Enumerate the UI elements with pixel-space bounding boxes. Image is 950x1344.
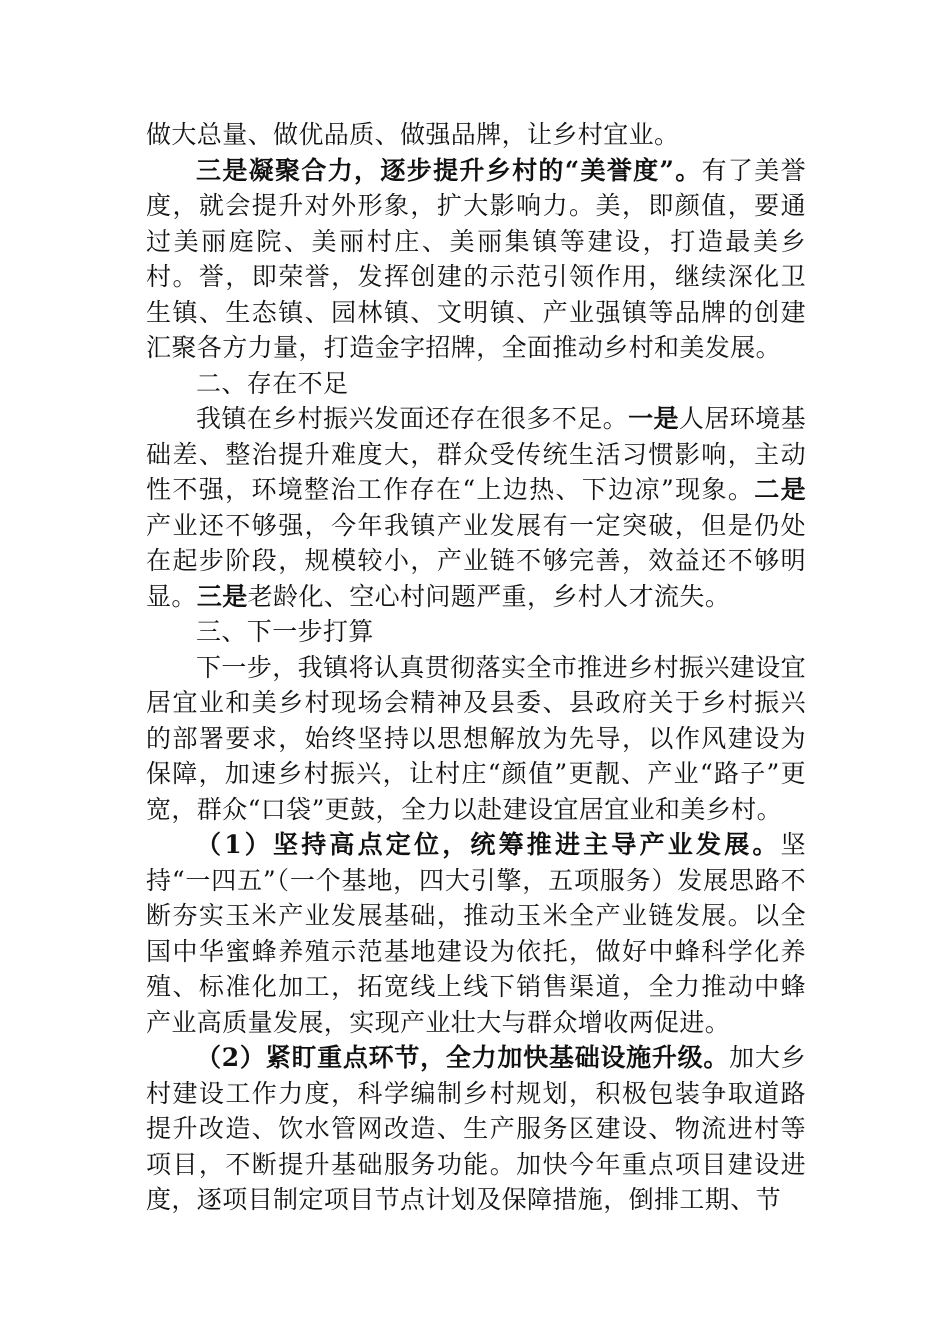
paragraph-text: 人居环境基础差、整治提升难度大，群众受传统生活习惯影响，主动性不强，环境整治工作存在“上边热、下边凉”现象。 [146, 404, 806, 504]
section-heading-shortcomings: 二、存在不足 [196, 368, 349, 398]
paragraph-continuation [146, 117, 806, 153]
section-heading-next-steps: 三、下一步打算 [196, 617, 374, 646]
paragraph-item-2 [146, 1040, 806, 1218]
paragraph-lead-bold: （1）坚持高点定位，统筹推进主导产业发展。 [196, 830, 781, 859]
document-body [146, 117, 806, 1218]
paragraph-marker-bold: 一是 [628, 404, 679, 433]
paragraph-next-steps [146, 650, 806, 828]
paragraph-meiyudu [146, 153, 806, 366]
paragraph-text: 做大总量、做优品质、做强品牌，让乡村宜业。 [146, 120, 680, 149]
paragraph-text: 加大乡村建设工作力度，科学编制乡村规划，积极包装争取道路提升改造、饮水管网改造、生产服务区建设、物流进村等项目，不断提升基础服务功能。加快今年重点项目建设进度，逐项目制定项目节点计划及保障措施，倒排工期、节 [146, 1043, 807, 1214]
paragraph-text: 产业还不够强，今年我镇产业发展有一定突破，但是仍处在起步阶段，规模较小，产业链不够完善，效益还不够明显。 [146, 510, 806, 611]
paragraph-lead-bold: （2）紧盯重点环节，全力加快基础设施升级。 [196, 1043, 730, 1072]
paragraph-text: 坚持“一四五”（一个基地，四大引擎，五项服务）发展思路不断夯实玉米产业发展基础，推动玉米全产业链发展。以全国中华蜜蜂养殖示范基地建设为依托，做好中蜂科学化养殖、标准化加工，拓宽线上线下销售渠道，全力推动中蜂产业高质量发展，实现产业壮大与群众增收两促进。 [146, 830, 806, 1037]
paragraph-lead-bold: 三是凝聚合力，逐步提升乡村的“美誉度”。 [196, 155, 702, 185]
paragraph-marker-bold: 二是 [754, 475, 806, 504]
paragraph-text: 我镇在乡村振兴发面还存在很多不足。 [196, 404, 629, 433]
paragraph-shortcomings [146, 401, 806, 614]
paragraph-marker-bold: 三是 [196, 581, 248, 611]
paragraph-text: 老龄化、空心村问题严重，乡村人才流失。 [247, 581, 731, 611]
paragraph-item-1 [146, 827, 806, 1040]
paragraph-text: 有了美誉度，就会提升对外形象，扩大影响力。美，即颜值，要通过美丽庭院、美丽村庄、美丽集镇等建设，打造最美乡村。誉，即荣誉，发挥创建的示范引领作用，继续深化卫生镇、生态镇、园林镇、文明镇、产业强镇等品牌的创建汇聚各方力量，打造金字招牌，全面推动乡村和美发展。 [146, 155, 806, 362]
paragraph-text: 下一步，我镇将认真贯彻落实全市推进乡村振兴建设宜居宜业和美乡村现场会精神及县委、县政府关于乡村振兴的部署要求，始终坚持以思想解放为先导，以作风建设为保障，加速乡村振兴，让村庄“颜值”更靓、产业“路子”更宽，群众“口袋”更鼓，全力以赴建设宜居宜业和美乡村。 [146, 652, 806, 824]
